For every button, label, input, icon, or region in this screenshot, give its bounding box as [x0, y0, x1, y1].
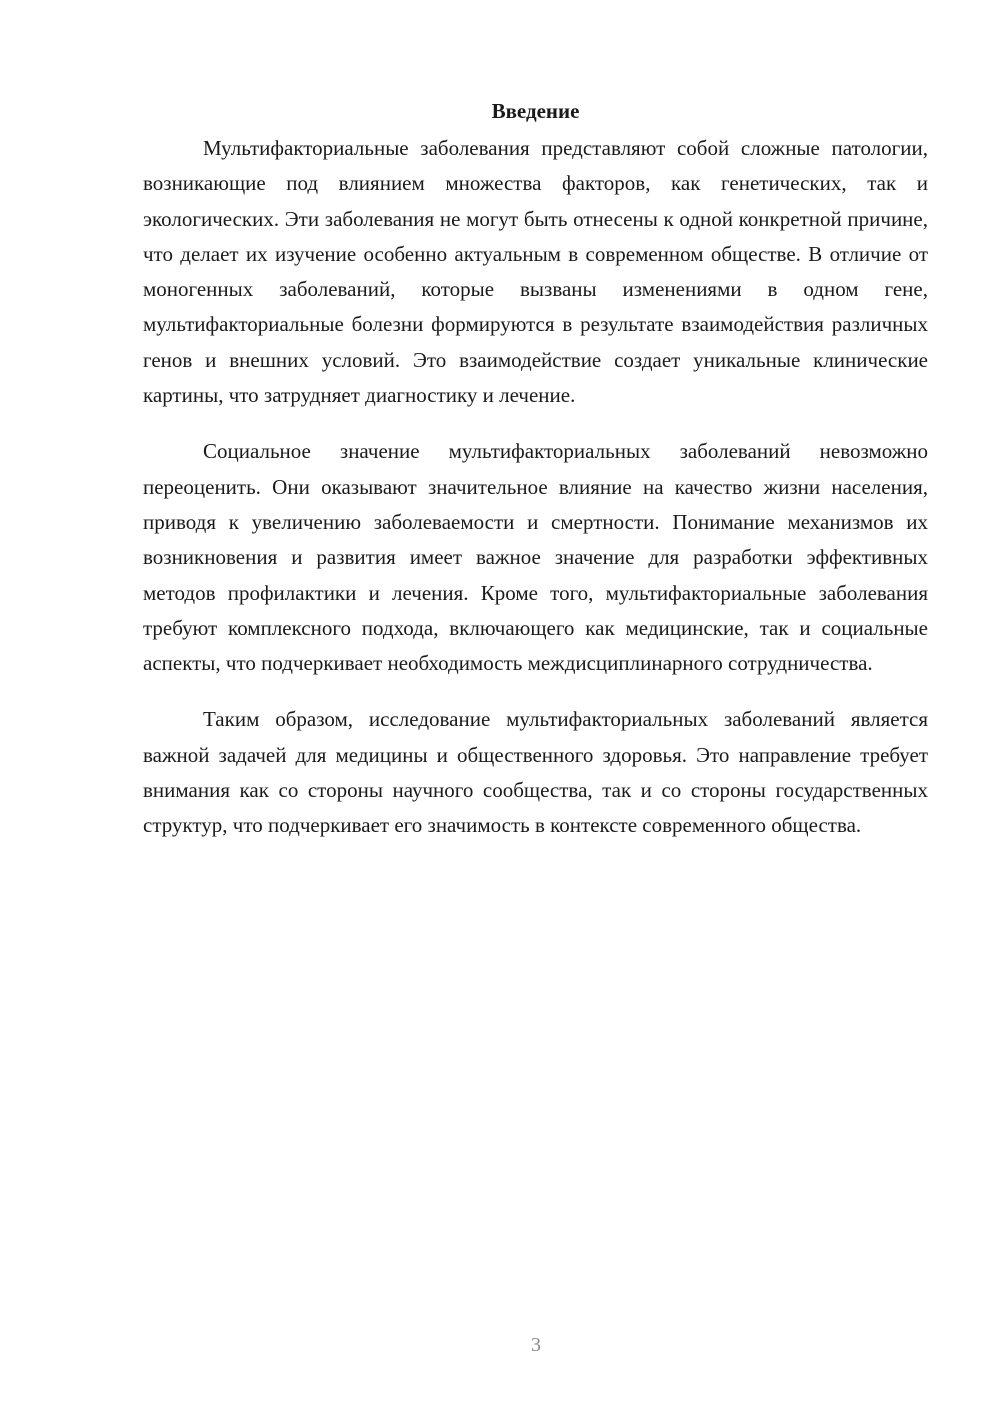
paragraph-2: Социальное значение мультифакториальных заболеваний невозможно переоценить. Они оказывают значительное влияние на качество жизни населения, приводя к увеличению заболеваемости и смертности. Понимание механизмов их возникновения и развития имеет важное значение для разработки эффективных методов профилактики и лечения. Кроме того, мультифакториальные заболевания требуют комплексного подхода, включающего как медицинские, так и социальные аспекты, что подчеркивает необходимость междисциплинарного сотрудничества.	[143, 439, 928, 676]
page-number: 3	[531, 1334, 541, 1356]
paragraph-1: Мультифакториальные заболевания представляют собой сложные патологии, возникающие под влиянием множества факторов, как генетических, так и экологических. Эти заболевания не могут быть отнесены к одной конкретной причине, что делает их изучение особенно актуальным в современном обществе. В отличие от моногенных заболеваний, которые вызваны изменениями в одном гене, мультифакториальные болезни формируются в результате взаимодействия различных генов и внешних условий. Это взаимодействие создает уникальные клинические картины, что затрудняет диагностику и лечение.	[143, 136, 928, 408]
page-content	[143, 96, 928, 844]
section-title: Введение	[491, 99, 580, 123]
paragraph-3: Таким образом, исследование мультифакториальных заболеваний является важной задачей для медицины и общественного здоровья. Это направление требует внимания как со стороны научного сообщества, так и со стороны государственных структур, что подчеркивает его значимость в контексте современного общества.	[143, 707, 928, 838]
